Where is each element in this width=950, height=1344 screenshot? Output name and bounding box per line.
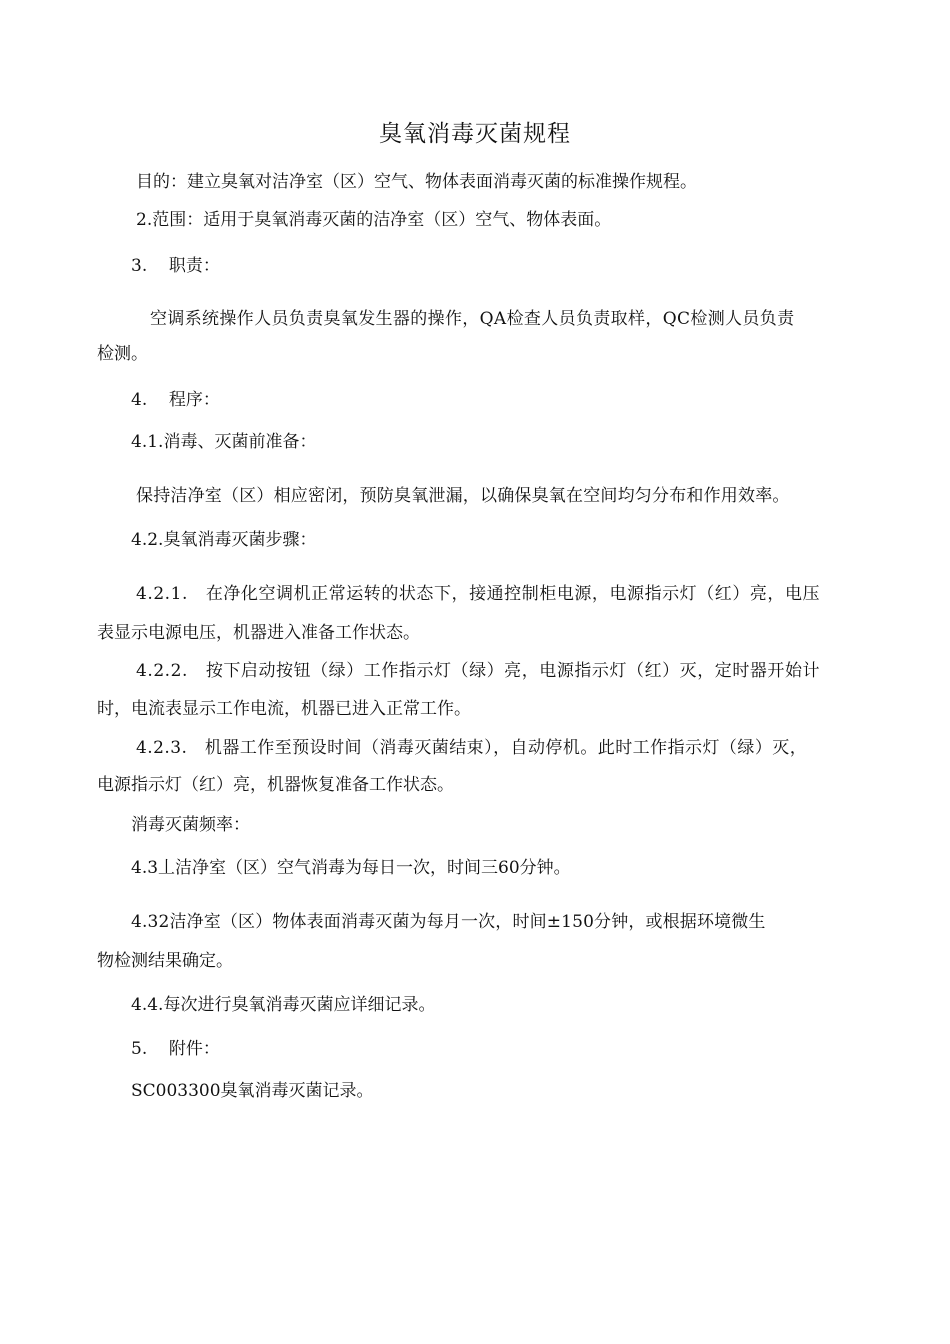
step-3-line-1: 4.2.3. 机器工作至预设时间（消毒灭菌结束），自动停机。此时工作指示灯（绿）灭， <box>136 738 808 758</box>
procedure-heading: 4. 程序： <box>131 390 220 410</box>
duty-heading: 3. 职责： <box>131 256 220 276</box>
duty-text-line-1: 空调系统操作人员负责臭氧发生器的操作，QA检查人员负责取样，QC检测人员负责 <box>150 309 795 329</box>
attachment-heading: 5. 附件： <box>131 1039 220 1059</box>
record-text: 4.4.每次进行臭氧消毒灭菌应详细记录。 <box>131 995 436 1015</box>
step-2-line-2: 时，电流表显示工作电流，机器已进入正常工作。 <box>97 699 471 719</box>
frequency-air: 4.3丄洁净室（区）空气消毒为每日一次，时间三60分钟。 <box>131 858 571 878</box>
purpose-text: 目的：建立臭氧对洁净室（区）空气、物体表面消毒灭菌的标准操作规程。 <box>136 172 697 192</box>
steps-heading: 4.2.臭氧消毒灭菌步骤： <box>131 530 317 550</box>
attachment-text: SC003300臭氧消毒灭菌记录。 <box>131 1081 374 1101</box>
scope-text: 2.范围：适用于臭氧消毒灭菌的洁净室（区）空气、物体表面。 <box>136 210 612 230</box>
duty-text-line-2: 检测。 <box>97 344 148 364</box>
document-title: 臭氧消毒灭菌规程 <box>379 121 571 147</box>
preparation-heading: 4.1.消毒、灭菌前准备： <box>131 432 317 452</box>
preparation-text: 保持洁净室（区）相应密闭，预防臭氧泄漏，以确保臭氧在空间均匀分布和作用效率。 <box>136 486 790 506</box>
step-3-line-2: 电源指示灯（红）亮，机器恢复准备工作状态。 <box>97 775 454 795</box>
step-2-line-1: 4.2.2. 按下启动按钮（绿）工作指示灯（绿）亮，电源指示灯（红）灭，定时器开始计 <box>136 661 821 681</box>
frequency-surface-line-1: 4.32洁净室（区）物体表面消毒灭菌为每月一次，时间±150分钟，或根据环境微生 <box>131 912 766 932</box>
frequency-surface-line-2: 物检测结果确定。 <box>97 951 233 971</box>
frequency-heading: 消毒灭菌频率： <box>131 815 250 835</box>
step-1-line-2: 表显示电源电压，机器进入准备工作状态。 <box>97 623 420 643</box>
step-1-line-1: 4.2.1. 在净化空调机正常运转的状态下，接通控制柜电源，电源指示灯（红）亮，电压 <box>136 584 821 604</box>
